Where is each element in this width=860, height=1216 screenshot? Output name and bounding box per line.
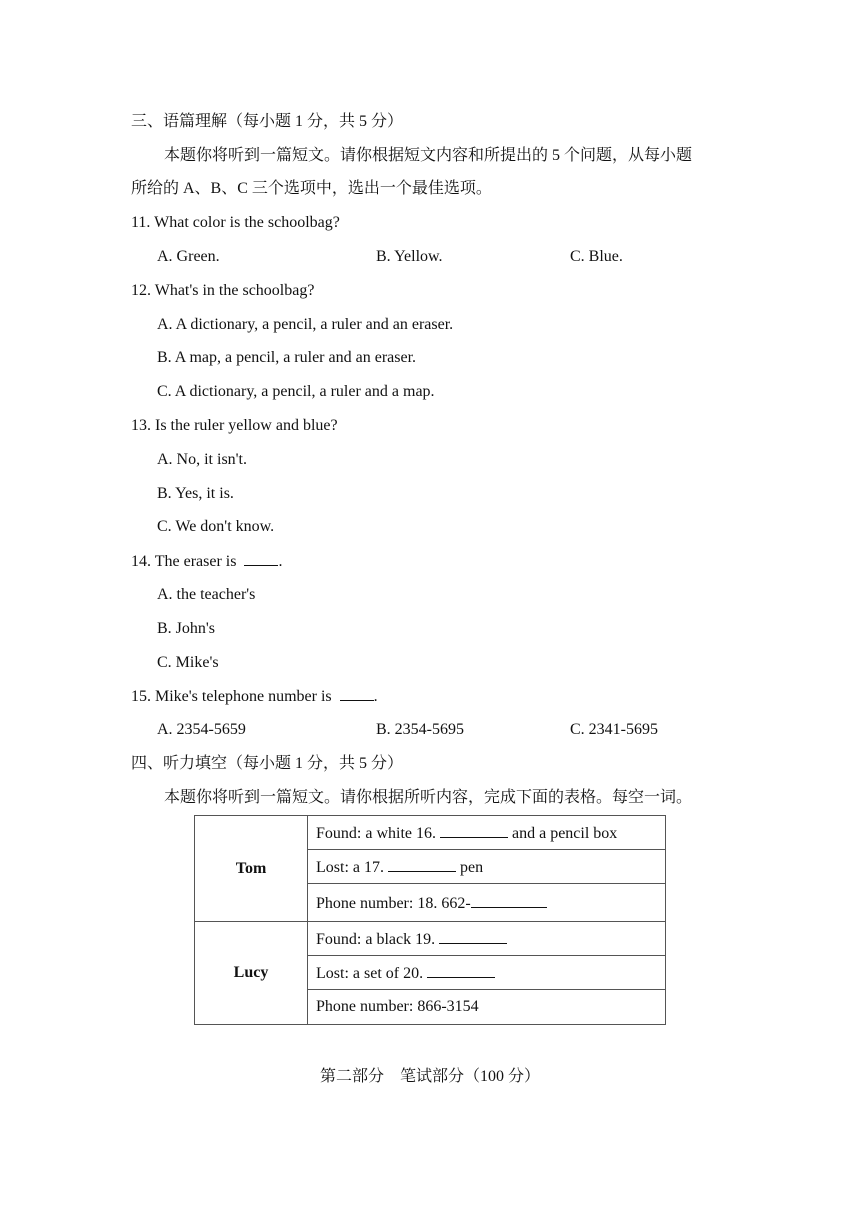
q14-stem-end: . [278, 553, 283, 570]
tom-found-text: Found: a white 16. [316, 824, 436, 842]
q14-option-b: B. John's [157, 620, 216, 637]
q13-option-a: A. No, it isn't. [157, 451, 247, 468]
q15-answer-blank [340, 686, 374, 701]
blank-19 [439, 929, 507, 944]
q15-option-a: A. 2354-5659 [157, 721, 246, 738]
q14-answer-blank [244, 551, 278, 566]
section3-title: 三、语篇理解（每小题 1 分，共 5 分） [131, 113, 404, 130]
question-13: 13. Is the ruler yellow and blue? [131, 417, 338, 434]
q12-option-b: B. A map, a pencil, a ruler and an eraser. [157, 349, 417, 366]
question-15 [131, 686, 378, 707]
blank-16 [440, 823, 508, 838]
tom-phone-cell [308, 884, 666, 922]
lucy-found-cell [308, 922, 666, 956]
question-12: 12. What's in the schoolbag? [131, 282, 315, 299]
blank-20 [427, 963, 495, 978]
q13-option-c: C. We don't know. [157, 518, 275, 535]
table-row [195, 816, 666, 850]
lucy-lost-text: Lost: a set of 20. [316, 964, 424, 982]
listening-fill-table [194, 815, 666, 1025]
q14-stem: 14. The eraser is [131, 553, 237, 570]
q11-option-c: C. Blue. [570, 248, 623, 265]
section4-intro: 本题你将听到一篇短文。请你根据所听内容，完成下面的表格。每空一词。 [164, 789, 693, 806]
section4-title: 四、听力填空（每小题 1 分，共 5 分） [131, 755, 404, 772]
lucy-lost-cell [308, 956, 666, 990]
q14-option-a: A. the teacher's [157, 586, 256, 603]
q13-option-b: B. Yes, it is. [157, 485, 234, 502]
lucy-found-text: Found: a black 19. [316, 930, 436, 948]
section3-intro-line2: 所给的 A、B、C 三个选项中，选出一个最佳选项。 [131, 180, 492, 197]
q12-option-a: A. A dictionary, a pencil, a ruler and an eraser. [157, 316, 454, 333]
tom-lost-cell [308, 850, 666, 884]
lucy-name-cell: Lucy [195, 922, 308, 1025]
tom-name-cell: Tom [195, 816, 308, 922]
tom-found-cell [308, 816, 666, 850]
tom-lost-text: Lost: a 17. [316, 858, 384, 876]
blank-17 [388, 857, 456, 872]
lucy-phone-cell: Phone number: 866-3154 [308, 990, 666, 1025]
q15-stem-end: . [373, 688, 378, 705]
q15-option-c: C. 2341-5695 [570, 721, 658, 738]
table-row [195, 922, 666, 956]
q11-option-b: B. Yellow. [376, 248, 443, 265]
tom-phone-text: Phone number: 18. 662- [316, 894, 471, 912]
q12-option-c: C. A dictionary, a pencil, a ruler and a map. [157, 383, 435, 400]
q11-option-a: A. Green. [157, 248, 220, 265]
section3-intro-line1: 本题你将听到一篇短文。请你根据短文内容和所提出的 5 个问题，从每小题 [164, 147, 693, 164]
q14-option-c: C. Mike's [157, 654, 219, 671]
blank-18 [471, 893, 547, 908]
question-14 [131, 551, 282, 572]
tom-found-rest: and a pencil box [512, 824, 618, 842]
part2-title: 第二部分 笔试部分（100 分） [319, 1068, 540, 1085]
question-11: 11. What color is the schoolbag? [131, 214, 340, 231]
q15-option-b: B. 2354-5695 [376, 721, 464, 738]
q15-stem: 15. Mike's telephone number is [131, 688, 332, 705]
tom-lost-rest: pen [460, 858, 484, 876]
